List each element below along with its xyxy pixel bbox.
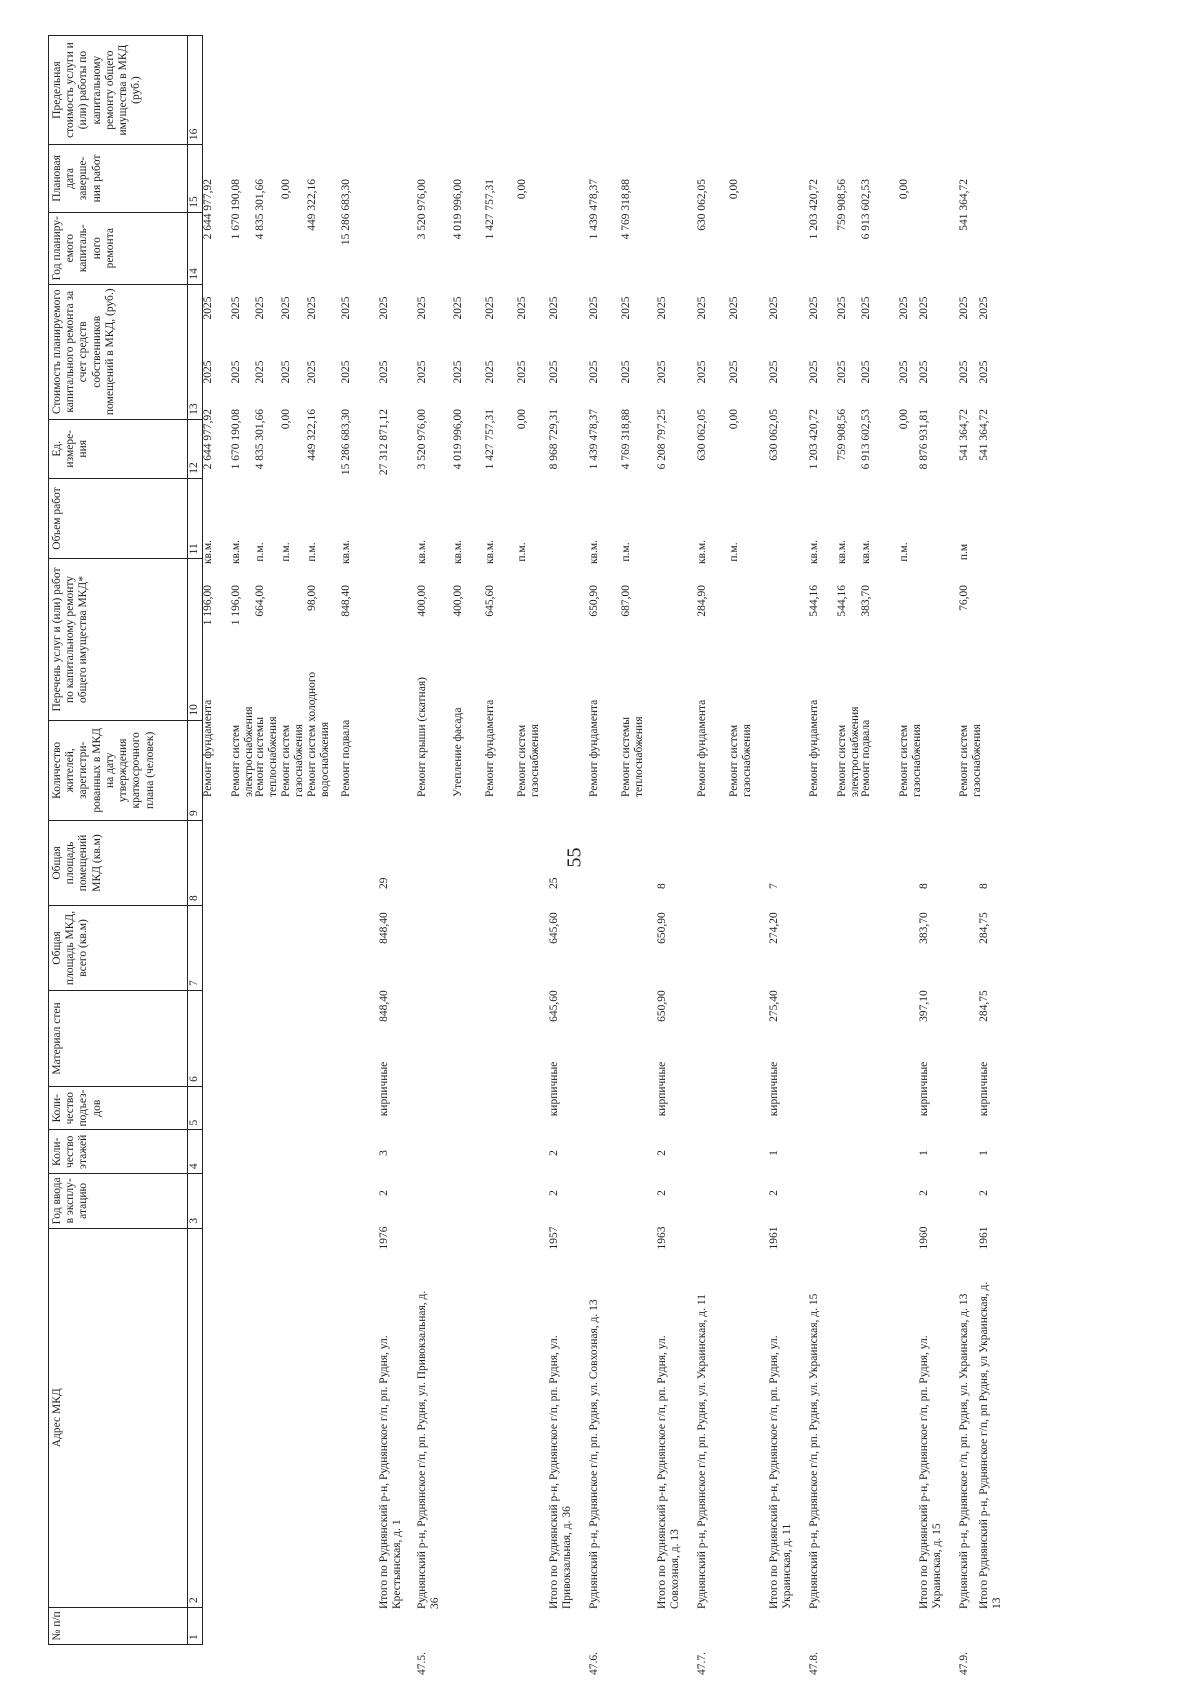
cell-volume: 650,90 [588,585,600,617]
cell-plan-year: 2025 [898,360,910,384]
cell-walls: кирпичные [978,1061,990,1117]
column-header: Количество жителей, зарегистри-рованных в МКД на дату утверждения краткосрочного плана (человек) [49,720,188,820]
cell-limit: 4 769 318,88 [620,179,632,240]
cell-plan-year: 2025 [340,360,352,384]
cell-cost: 541 364,72 [958,409,970,461]
cell-plan-year: 2025 [280,360,292,384]
cell-plan-year: 2025 [728,360,740,384]
cell-address: Руднянский р-н, Руднянское г/п, рп. Рудня, ул. Украинская, д. 13 [958,1293,970,1609]
column-number: 14 [188,212,203,284]
cell-cost: 2 644 977,92 [202,409,214,470]
cell-limit: 6 913 602,53 [860,179,872,240]
cell-work: Ремонт фундамента [588,699,600,797]
column-number: 9 [188,720,203,820]
cell-volume: 1 196,00 [230,585,242,626]
cell-unit: п.м. [898,542,910,562]
cell-floors: 2 [656,1190,668,1196]
cell-limit: 1 670 190,08 [230,179,242,240]
column-number: 4 [188,1130,203,1174]
cell-cost: 4 769 318,88 [620,409,632,470]
column-number: 8 [188,820,203,905]
cell-floors: 2 [378,1190,390,1196]
cell-cost: 541 364,72 [978,409,990,461]
cell-limit: 0,00 [280,179,292,200]
cell-end-year: 2025 [516,296,528,320]
cell-plan-year: 2025 [378,360,390,384]
cell-unit: кв.м. [452,539,464,565]
cell-plan-year: 2025 [808,360,820,384]
cell-plan-year: 2025 [768,360,780,384]
cell-address: Итого по Руднянский р-н, Руднянское г/п, рп. Рудня, ул. Украинская, д. 15 [918,1335,944,1609]
cell-year: 1976 [378,1226,390,1250]
cell-plan-year: 2025 [918,360,930,384]
cell-end-year: 2025 [768,296,780,320]
cell-unit: кв.м. [202,539,214,565]
cell-cost: 4 835 301,66 [254,409,266,470]
column-number: 6 [188,990,203,1086]
cell-end-year: 2025 [588,296,600,320]
cell-end-year: 2025 [728,296,740,320]
cell-unit: п.м. [620,542,632,562]
cell-limit: 2 644 977,92 [202,179,214,240]
cell-unit: кв.м. [860,539,872,565]
cell-unit: кв.м. [230,539,242,565]
cell-floors: 2 [918,1190,930,1196]
cell-cost: 8 876 931,81 [918,409,930,470]
cell-end-year: 2025 [202,296,214,320]
cell-year: 1961 [768,1226,780,1250]
cell-volume: 98,00 [306,585,318,611]
column-header: Адрес МКД [49,1228,188,1607]
cell-end-year: 2025 [836,296,848,320]
cell-volume: 400,00 [452,585,464,617]
column-header: Общая площадь МКД, всего (кв.м) [49,905,188,990]
cell-unit: п.м. [516,542,528,562]
cell-entr: 1 [978,1150,990,1156]
cell-num: 47.9. [958,1652,970,1675]
cell-unit: п.м. [254,542,266,562]
cell-num: 47.6. [588,1652,600,1675]
cell-work: Ремонт фундамента [696,699,708,797]
cell-volume: 76,00 [958,585,970,611]
cell-cost: 4 019 996,00 [452,409,464,470]
column-header: № п/п [49,1607,188,1644]
cell-floors: 2 [548,1190,560,1196]
cell-end-year: 2025 [898,296,910,320]
cell-unit: п.м. [306,542,318,562]
cell-cost: 449 322,16 [306,409,318,461]
cell-cost: 1 439 478,37 [588,409,600,470]
cell-address: Руднянский р-н, Руднянское г/п, рп. Рудня, ул. Украинская, д. 11 [696,1294,708,1609]
cell-volume: 1 196,00 [202,585,214,626]
cell-work: Ремонт систем газоснабжения [516,724,542,797]
cell-end-year: 2025 [230,296,242,320]
cell-year: 1961 [978,1226,990,1250]
column-number: 5 [188,1086,203,1130]
column-number: 15 [188,145,203,213]
cell-plan-year: 2025 [452,360,464,384]
cell-work: Ремонт систем газоснабжения [958,724,984,797]
cell-limit: 4 835 301,66 [254,179,266,240]
cell-volume: 687,00 [620,585,632,617]
cell-unit: п.м [958,543,970,561]
cell-work: Ремонт систем электроснабжения [836,706,862,797]
cell-area-prem: 848,40 [378,912,390,944]
cell-walls: кирпичные [378,1061,390,1117]
cell-plan-year: 2025 [416,360,428,384]
cell-residents: 7 [768,883,780,889]
cell-cost: 759 908,56 [836,409,848,461]
cell-plan-year: 2025 [978,360,990,384]
cell-address: Итого по Руднянский р-н, Руднянское г/п, рп. Рудня, ул. Крестьянская, д. 1 [378,1335,404,1609]
cell-walls: кирпичные [656,1061,668,1117]
cell-cost: 0,00 [280,409,292,430]
cell-end-year: 2025 [548,296,560,320]
cell-volume: 400,00 [416,585,428,617]
cell-unit: п.м. [280,542,292,562]
cell-cost: 15 286 683,30 [340,409,352,476]
cell-area: 284,75 [978,990,990,1022]
cell-num: 47.8. [808,1652,820,1675]
cell-end-year: 2025 [978,296,990,320]
cell-cost: 0,00 [728,409,740,430]
cell-area: 650,90 [656,990,668,1022]
cell-floors: 2 [768,1190,780,1196]
column-header: Перечень услуг и (или) работ по капитальному ремонту общего имущества МКД* [49,559,188,720]
cell-plan-year: 2025 [860,360,872,384]
cell-cost: 630 062,05 [696,409,708,461]
cell-plan-year: 2025 [254,360,266,384]
cell-area-prem: 650,90 [656,912,668,944]
cell-cost: 1 203 420,72 [808,409,820,470]
rotated-table [48,35,1138,1675]
cell-end-year: 2025 [808,296,820,320]
cell-unit: кв.м. [484,539,496,565]
cell-work: Ремонт крыши (скатная) [416,677,428,797]
cell-end-year: 2025 [280,296,292,320]
column-number: 16 [188,36,203,145]
cell-walls: кирпичные [768,1061,780,1117]
cell-work: Ремонт систем газоснабжения [728,724,754,797]
cell-end-year: 2025 [656,296,668,320]
cell-limit: 0,00 [898,179,910,200]
cell-address: Итого по Руднянский р-н, Руднянское г/п, рп. Рудня, ул. Украинская, д. 11 [768,1335,794,1609]
cell-cost: 3 520 976,00 [416,409,428,470]
cell-work: Ремонт систем газоснабжения [898,724,924,797]
table-register [48,35,1138,1675]
cell-address: Итого по Руднянский р-н, Руднянское г/п, рп. Рудня, ул. Совхозная, д. 13 [656,1335,682,1609]
cell-unit: кв.м. [416,539,428,565]
cell-address: Итого Руднянский р-н, Руднянское г/п, рп Рудня, ул Украинская, д. 13 [978,1281,1004,1609]
cell-unit: п.м. [728,542,740,562]
cell-end-year: 2025 [918,296,930,320]
cell-cost: 1 670 190,08 [230,409,242,470]
cell-area: 397,10 [918,990,930,1022]
cell-residents: 8 [978,883,990,889]
cell-work: Ремонт системы теплоснабжения [620,716,646,797]
cell-end-year: 2025 [452,296,464,320]
column-number: 2 [188,1228,203,1607]
cell-work: Ремонт фундамента [202,699,214,797]
cell-num: 47.5. [416,1652,428,1675]
cell-floors: 2 [978,1190,990,1196]
cell-entr: 2 [656,1150,668,1156]
cell-work: Ремонт фундамента [808,699,820,797]
cell-plan-year: 2025 [656,360,668,384]
column-number: 10 [188,559,203,720]
cell-address: Руднянский р-н, Руднянское г/п, рп. Рудня, ул. Украинская, д. 15 [808,1293,820,1609]
column-header: Материал стен [49,990,188,1086]
cell-volume: 284,90 [696,585,708,617]
cell-limit: 449 322,16 [306,179,318,231]
cell-area-prem: 645,60 [548,912,560,944]
column-number: 7 [188,905,203,990]
cell-end-year: 2025 [860,296,872,320]
table-header [48,35,203,1645]
cell-area-prem: 274,20 [768,912,780,944]
cell-volume: 544,16 [808,585,820,617]
cell-work: Ремонт подвала [860,719,872,797]
cell-work: Утепление фасада [452,707,464,797]
cell-unit: кв.м. [340,539,352,565]
cell-cost: 6 208 797,25 [656,409,668,470]
column-header: Объем работ [49,478,188,559]
cell-plan-year: 2025 [620,360,632,384]
cell-entr: 1 [918,1150,930,1156]
column-number: 13 [188,284,203,419]
cell-cost: 0,00 [516,409,528,430]
cell-address: Руднянский р-н, Руднянское г/п, рп. Рудня, ул. Привокзальная, д. 36 [416,1290,442,1609]
cell-year: 1960 [918,1226,930,1250]
cell-residents: 8 [656,883,668,889]
cell-year: 1957 [548,1226,560,1250]
cell-entr: 2 [548,1150,560,1156]
cell-work: Ремонт систем холодного водоснабжения [306,671,332,797]
cell-end-year: 2025 [696,296,708,320]
cell-residents: 29 [378,877,390,889]
cell-limit: 4 019 996,00 [452,179,464,240]
cell-volume: 544,16 [836,585,848,617]
cell-unit: кв.м. [836,539,848,565]
cell-area: 645,60 [548,990,560,1022]
column-header: Коли-чество этажей [49,1130,188,1174]
column-number: 12 [188,419,203,478]
cell-limit: 1 427 757,31 [484,179,496,240]
cell-limit: 15 286 683,30 [340,179,352,246]
cell-end-year: 2025 [378,296,390,320]
cell-work: Ремонт системы теплоснабжения [254,716,280,797]
column-header: Предельная стоимость услуги и (или) работы по капитальному ремонту общего имущества в МКД (руб.) [49,36,188,145]
cell-plan-year: 2025 [484,360,496,384]
cell-unit: кв.м. [808,539,820,565]
cell-cost: 1 427 757,31 [484,409,496,470]
cell-walls: кирпичные [548,1061,560,1117]
cell-plan-year: 2025 [958,360,970,384]
cell-area: 275,40 [768,990,780,1022]
column-number: 3 [188,1174,203,1229]
cell-volume: 848,40 [340,585,352,617]
cell-work: Ремонт подвала [340,719,352,797]
cell-end-year: 2025 [254,296,266,320]
cell-cost: 0,00 [898,409,910,430]
column-header: Стоимость планируемого капитального ремонта за счет средств собственников помещений в МКД, (руб.) [49,284,188,419]
cell-plan-year: 2025 [548,360,560,384]
cell-address: Руднянский р-н, Руднянское г/п, рп. Рудня, ул. Совхозная, д. 13 [588,1299,600,1609]
cell-plan-year: 2025 [230,360,242,384]
cell-walls: кирпичные [918,1061,930,1117]
cell-limit: 0,00 [516,179,528,200]
cell-area: 848,40 [378,990,390,1022]
column-header: Год планиру-емого капиталь-ного ремонта [49,212,188,284]
cell-year: 1963 [656,1226,668,1250]
cell-area-prem: 383,70 [918,912,930,944]
cell-unit: кв.м. [696,539,708,565]
cell-work: Ремонт систем электроснабжения [230,706,256,797]
cell-cost: 27 312 871,12 [378,409,390,476]
cell-limit: 0,00 [728,179,740,200]
cell-plan-year: 2025 [836,360,848,384]
column-header: Плановая дата заверше-ния работ [49,145,188,213]
column-header: Год ввода в эксплу-атацию [49,1174,188,1229]
cell-limit: 3 520 976,00 [416,179,428,240]
cell-volume: 664,00 [254,585,266,617]
column-number: 11 [188,478,203,559]
cell-unit: кв.м. [588,539,600,565]
cell-volume: 383,70 [860,585,872,617]
cell-cost: 8 968 729,31 [548,409,560,470]
cell-limit: 541 364,72 [958,179,970,231]
column-header: Ед. измере-ния [49,419,188,478]
cell-residents: 8 [918,883,930,889]
column-header: Коли-чество подъез-дов [49,1086,188,1130]
cell-limit: 759 908,56 [836,179,848,231]
cell-area-prem: 284,75 [978,912,990,944]
cell-residents: 25 [548,877,560,889]
cell-limit: 1 203 420,72 [808,179,820,240]
cell-plan-year: 2025 [696,360,708,384]
cell-end-year: 2025 [620,296,632,320]
cell-end-year: 2025 [306,296,318,320]
cell-limit: 1 439 478,37 [588,179,600,240]
cell-entr: 3 [378,1150,390,1156]
cell-cost: 6 913 602,53 [860,409,872,470]
cell-end-year: 2025 [416,296,428,320]
cell-plan-year: 2025 [202,360,214,384]
cell-cost: 630 062,05 [768,409,780,461]
cell-work: Ремонт систем газоснабжения [280,724,306,797]
table-body [202,35,1138,1675]
cell-num: 47.7. [696,1652,708,1675]
cell-volume: 645,60 [484,585,496,617]
cell-end-year: 2025 [340,296,352,320]
cell-plan-year: 2025 [306,360,318,384]
cell-entr: 1 [768,1150,780,1156]
cell-plan-year: 2025 [588,360,600,384]
column-header: Общая площадь помещений МКД (кв.м) [49,820,188,905]
cell-plan-year: 2025 [516,360,528,384]
cell-end-year: 2025 [958,296,970,320]
column-number: 1 [188,1607,203,1644]
cell-address: Итого по Руднянский р-н, Руднянское г/п, рп. Рудня, ул. Привокзальная, д. 36 [548,1335,574,1609]
cell-limit: 630 062,05 [696,179,708,231]
cell-end-year: 2025 [484,296,496,320]
page-number: 55 [563,847,586,868]
cell-work: Ремонт фундамента [484,699,496,797]
